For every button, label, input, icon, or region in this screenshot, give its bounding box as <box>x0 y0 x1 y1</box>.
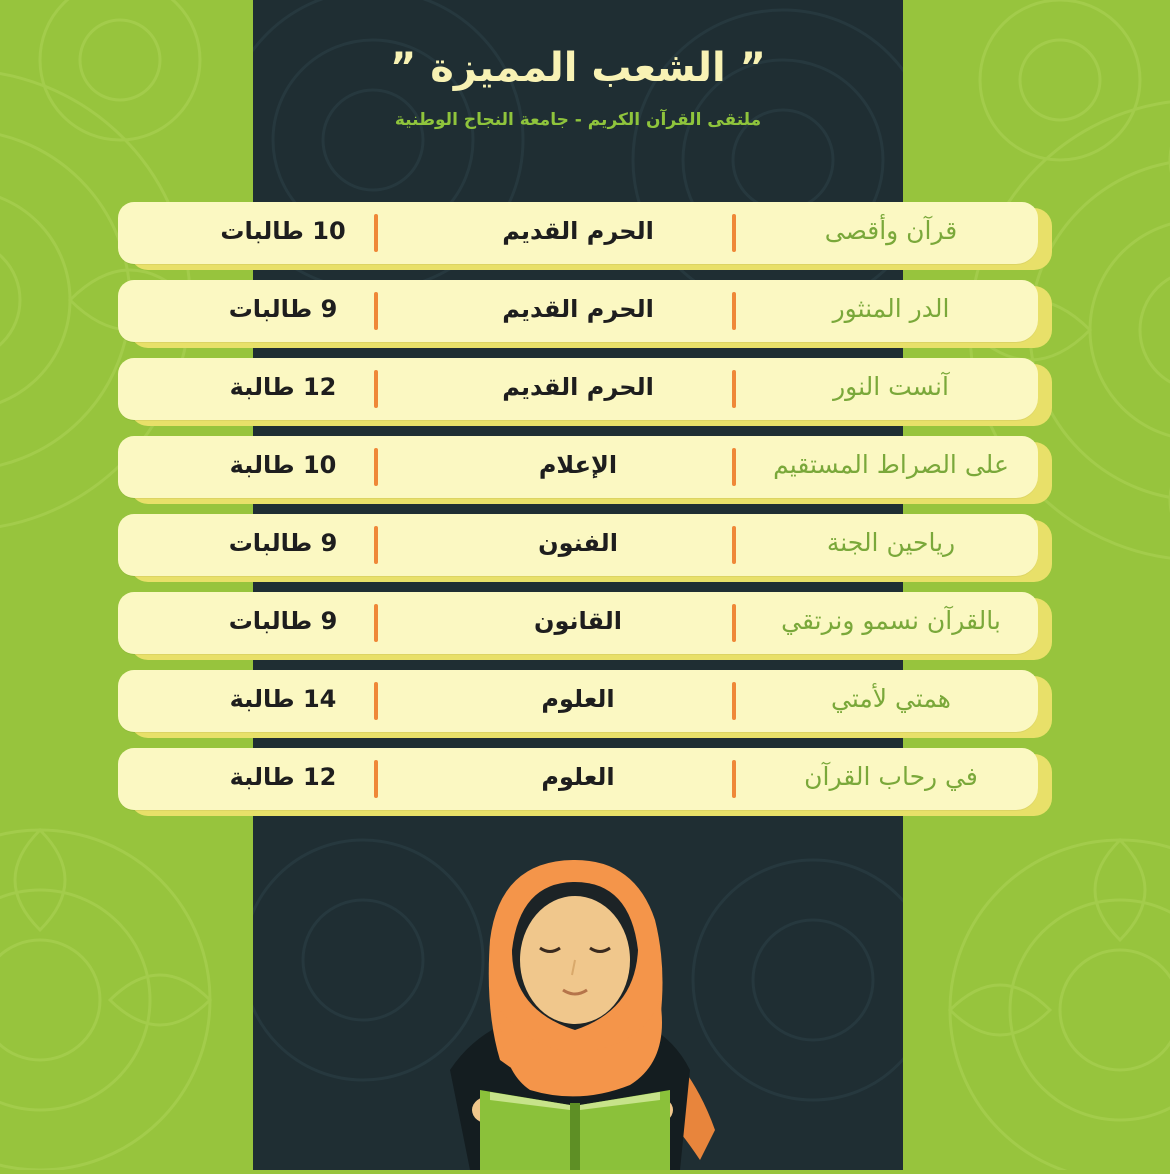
row-divider <box>732 604 736 642</box>
row-divider <box>732 448 736 486</box>
student-count: 10 طالبة <box>229 451 337 479</box>
student-count: 12 طالبة <box>229 373 337 401</box>
page-title: ” الشعب المميزة ” <box>390 45 766 91</box>
section-name: آنست النور <box>833 372 949 401</box>
student-count: 10 طالبات <box>220 217 346 245</box>
student-count: 12 طالبة <box>229 763 337 791</box>
college-name: العلوم <box>541 685 615 713</box>
table-row <box>118 358 1054 428</box>
student-count: 9 طالبات <box>228 295 338 323</box>
girl-reading-quran-icon <box>430 860 720 1170</box>
row-divider <box>374 682 378 720</box>
row-bar <box>118 280 1038 342</box>
table-row <box>118 748 1054 818</box>
section-name: همتي لأمتي <box>831 684 951 713</box>
college-name: الإعلام <box>538 451 618 479</box>
table-row <box>118 670 1054 740</box>
row-divider <box>374 448 378 486</box>
row-bar <box>118 358 1038 420</box>
table-row <box>118 514 1054 584</box>
row-divider <box>732 292 736 330</box>
section-name: قرآن وأقصى <box>824 216 958 245</box>
row-divider <box>374 292 378 330</box>
college-name: الفنون <box>538 529 618 557</box>
row-bar <box>118 202 1038 264</box>
table-row <box>118 592 1054 662</box>
row-divider <box>732 370 736 408</box>
row-divider <box>374 214 378 252</box>
row-divider <box>374 370 378 408</box>
row-divider <box>374 604 378 642</box>
section-name: الدر المنثور <box>832 294 950 323</box>
row-divider <box>732 682 736 720</box>
row-divider <box>374 760 378 798</box>
college-name: الحرم القديم <box>502 217 654 245</box>
table-row <box>118 436 1054 506</box>
college-name: القانون <box>533 607 623 635</box>
page-subtitle: ملتقى القرآن الكريم - جامعة النجاح الوطنية <box>394 110 762 130</box>
student-count: 9 طالبات <box>228 607 338 635</box>
row-bar <box>118 514 1038 576</box>
college-name: الحرم القديم <box>502 373 654 401</box>
section-name: في رحاب القرآن <box>804 762 978 791</box>
row-divider <box>374 526 378 564</box>
row-bar <box>118 592 1038 654</box>
student-count: 9 طالبات <box>228 529 338 557</box>
section-name: رياحين الجنة <box>826 528 956 557</box>
student-count: 14 طالبة <box>229 685 337 713</box>
row-divider <box>732 526 736 564</box>
row-bar <box>118 436 1038 498</box>
section-name: على الصراط المستقيم <box>773 450 1009 479</box>
college-name: العلوم <box>541 763 615 791</box>
section-name: بالقرآن نسمو ونرتقي <box>781 606 1001 635</box>
row-bar <box>118 748 1038 810</box>
row-divider <box>732 214 736 252</box>
college-name: الحرم القديم <box>502 295 654 323</box>
table-row <box>118 280 1054 350</box>
table-row <box>118 202 1054 272</box>
row-bar <box>118 670 1038 732</box>
row-divider <box>732 760 736 798</box>
